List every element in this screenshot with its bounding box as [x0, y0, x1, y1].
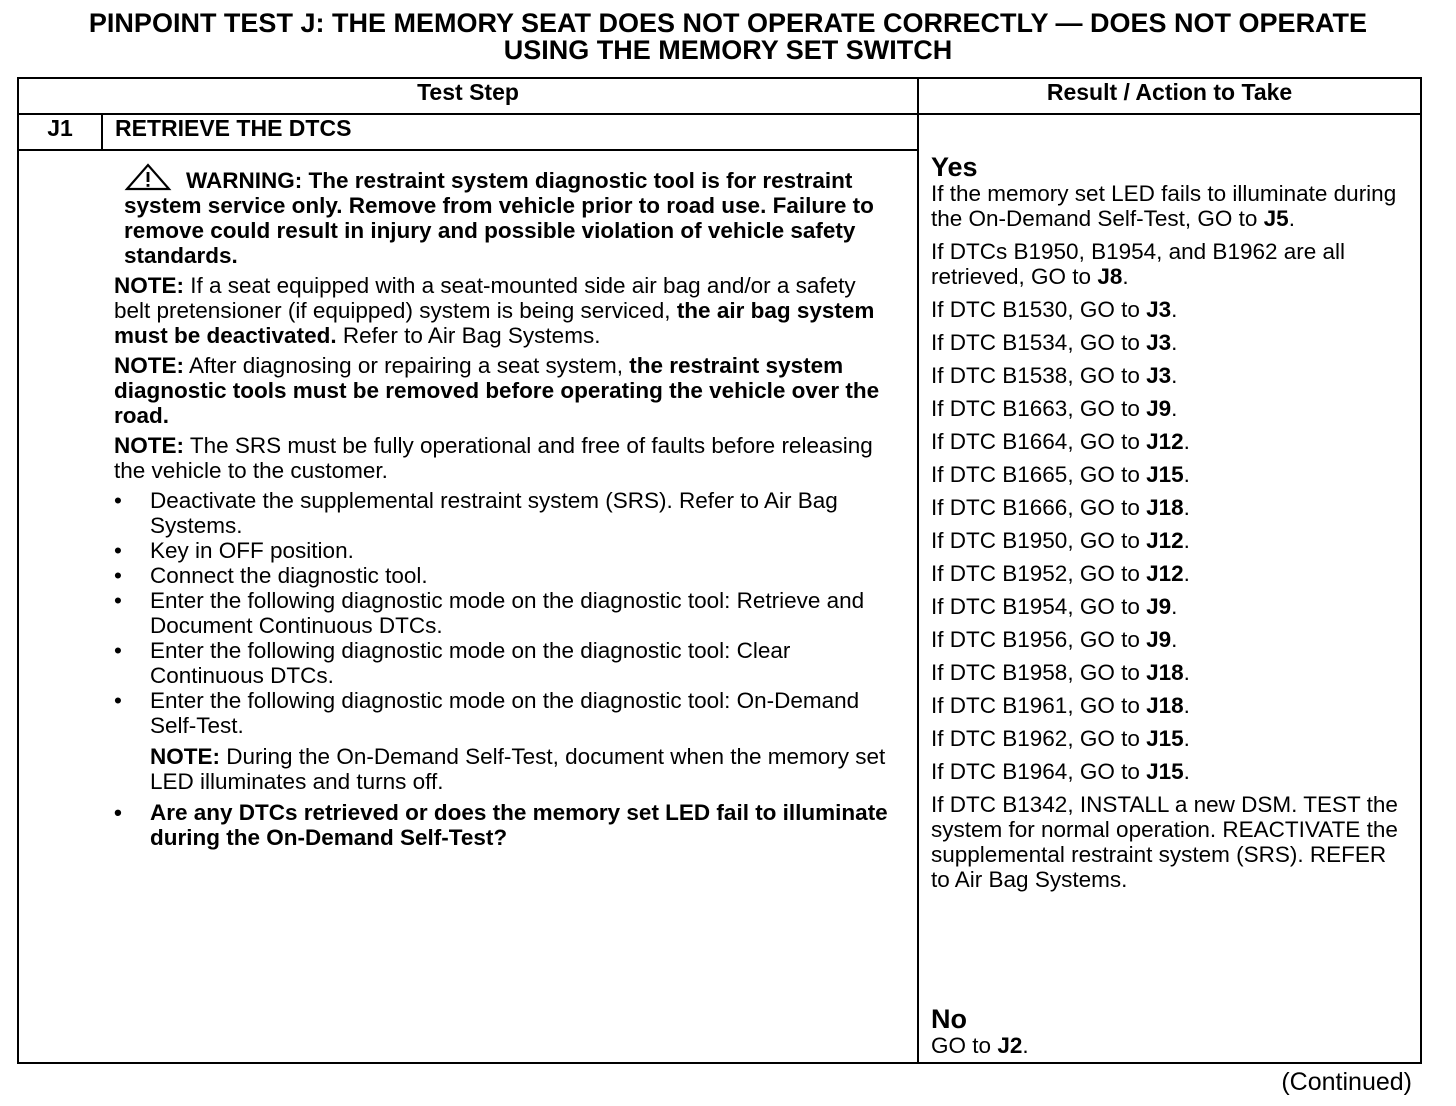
dtc-result-row: If DTC B1538, GO to J3.	[931, 363, 1178, 388]
test-step-header: Test Step	[18, 78, 918, 114]
dtc-result-list	[931, 297, 1410, 784]
dtc-result-row: If DTC B1954, GO to J9.	[931, 594, 1178, 619]
yes-label: Yes	[931, 152, 978, 182]
dtc-result-row: If DTC B1666, GO to J18.	[931, 495, 1190, 520]
step-question: • Are any DTCs retrieved or does the memory set LED fail to illuminate during the On-Demand Self-Test?	[114, 800, 888, 850]
dtc-result-row: If DTC B1952, GO to J12.	[931, 561, 1190, 586]
page-title	[0, 10, 1456, 64]
list-item: • Deactivate the supplemental restraint system (SRS). Refer to Air Bag Systems.	[114, 488, 838, 538]
title-line-1: PINPOINT TEST J: THE MEMORY SEAT DOES NOT OPERATE CORRECTLY — DOES NOT OPERATE	[88, 8, 1368, 38]
step-title: RETRIEVE THE DTCS	[102, 114, 918, 150]
dtc-result-row: If DTC B1961, GO to J18.	[931, 693, 1190, 718]
list-item: • Connect the diagnostic tool.	[114, 563, 428, 588]
result-cell	[918, 114, 1421, 1063]
yes-result-combo: If DTCs B1950, B1954, and B1962 are all retrieved, GO to J8.	[931, 239, 1346, 289]
dtc-result-row: If DTC B1663, GO to J9.	[931, 396, 1178, 421]
continued-label: (Continued)	[1281, 1068, 1412, 1096]
dtc-result-row: If DTC B1950, GO to J12.	[931, 528, 1190, 553]
dtc-result-b1342: If DTC B1342, INSTALL a new DSM. TEST the system for normal operation. REACTIVATE the supplemental restraint system (SRS). REFER to Air Bag Systems.	[931, 792, 1398, 892]
question-list	[114, 800, 895, 850]
dtc-result-row: If DTC B1665, GO to J15.	[931, 462, 1190, 487]
list-item: • Enter the following diagnostic mode on the diagnostic tool: On-Demand Self-Test.	[114, 688, 860, 738]
step-body	[18, 150, 918, 1063]
dtc-result-row: If DTC B1962, GO to J15.	[931, 726, 1190, 751]
no-label: No	[931, 1004, 968, 1034]
note-srs: NOTE: The SRS must be fully operational and free of faults before releasing the vehicle to the customer.	[114, 433, 873, 483]
dtc-result-row: If DTC B1530, GO to J3.	[931, 297, 1178, 322]
dtc-result-row: If DTC B1964, GO to J15.	[931, 759, 1190, 784]
dtc-result-row: If DTC B1958, GO to J18.	[931, 660, 1190, 685]
warning-triangle-icon	[124, 163, 172, 191]
note-seat-airbag: NOTE: If a seat equipped with a seat-mounted side air bag and/or a safety belt pretensioner (if equipped) system is being serviced, the air bag system must be deactivated. Refer to Air Bag Systems.	[114, 273, 875, 348]
note-on-demand-self-test: NOTE: During the On-Demand Self-Test, document when the memory set LED illuminates and turns off.	[150, 744, 886, 794]
list-item: • Enter the following diagnostic mode on the diagnostic tool: Retrieve and Document Continuous DTCs.	[114, 588, 865, 638]
pinpoint-test-table	[17, 77, 1422, 1064]
dtc-result-row: If DTC B1534, GO to J3.	[931, 330, 1178, 355]
dtc-result-row: If DTC B1664, GO to J12.	[931, 429, 1190, 454]
result-header: Result / Action to Take	[918, 78, 1421, 114]
warning-block: WARNING: The restraint system diagnostic tool is for restraint system service only. Remove from vehicle prior to road use. Failure to remove could result in injury and possible violation of vehicle safety standards.	[114, 163, 895, 268]
note-diagnostic-tools: NOTE: After diagnosing or repairing a seat system, the restraint system diagnostic tools must be removed before operating the vehicle over the road.	[114, 353, 880, 428]
list-item: • Enter the following diagnostic mode on the diagnostic tool: Clear Continuous DTCs.	[114, 638, 791, 688]
yes-result-led: If the memory set LED fails to illuminate during the On-Demand Self-Test, GO to J5.	[931, 181, 1397, 231]
dtc-result-row: If DTC B1956, GO to J9.	[931, 627, 1178, 652]
no-result	[931, 1005, 1029, 1058]
procedure-list	[114, 488, 895, 738]
no-result-text: GO to J2.	[931, 1033, 1029, 1058]
step-number: J1	[18, 114, 102, 150]
title-line-2: USING THE MEMORY SET SWITCH	[503, 35, 953, 65]
list-item: • Key in OFF position.	[114, 538, 354, 563]
